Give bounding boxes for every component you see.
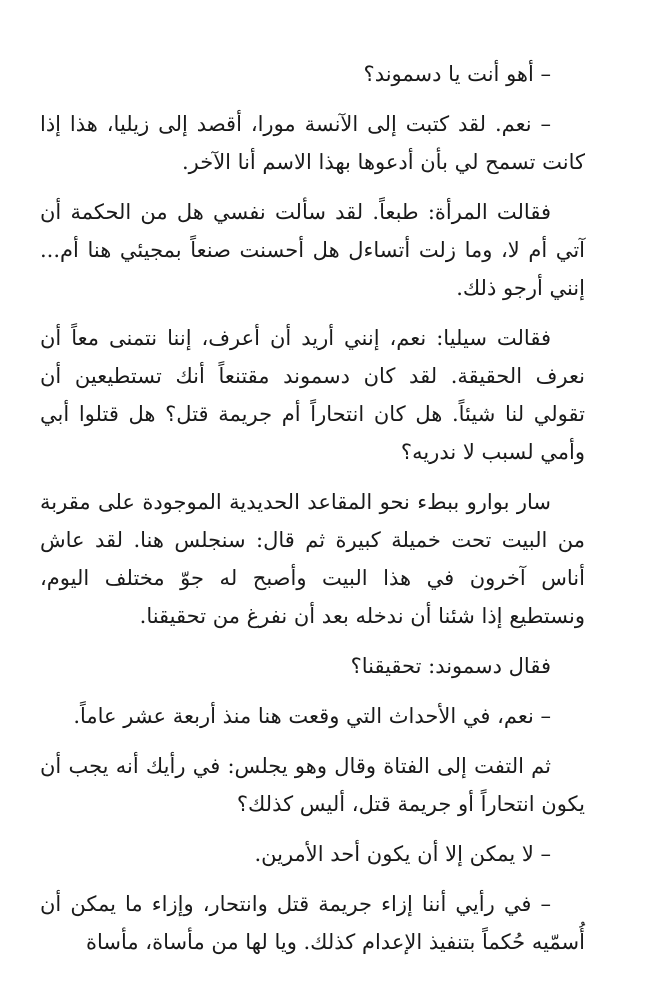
paragraph: – في رأيي أننا إزاء جريمة قتل وانتحار، وإزاء ما يمكن أن أُسمّيه حُكماً بتنفيذ الإعدام كذلك. ويا لها من مأساة، مأساة (40, 892, 585, 954)
paragraph: سار بوارو ببطء نحو المقاعد الحديدية الموجودة على مقربة من البيت تحت خميلة كبيرة ثم قال: سنجلس هنا. لقد عاش أناس آخرون في هذا البيت وأصبح له جوّ مختلف اليوم، ونستطيع إذا شئنا أن ندخله بعد أن نفرغ من تحقيقنا. (40, 490, 585, 628)
paragraph: – أهو أنت يا دسموند؟ (363, 62, 551, 86)
paragraph: – نعم، في الأحداث التي وقعت هنا منذ أربعة عشر عاماً. (73, 704, 551, 728)
paragraph: فقالت سيليا: نعم، إنني أريد أن أعرف، إننا نتمنى معاً أن نعرف الحقيقة. لقد كان دسموند مقتنعاً أنك تستطيعين أن تقولي لنا شيئاً. هل كان انتحاراً أم جريمة قتل؟ هل قتلوا أبي وأمي لسبب لا ندريه؟ (40, 326, 585, 464)
paragraph: فقال دسموند: تحقيقنا؟ (350, 654, 551, 678)
paragraph: فقالت المرأة: طبعاً. لقد سألت نفسي هل من الحكمة أن آتي أم لا، وما زلت أتساءل هل أحسنت صنعاً بمجيئي هنا أم... إنني أرجو ذلك. (40, 200, 585, 300)
paragraph: – لا يمكن إلا أن يكون أحد الأمرين. (254, 842, 551, 866)
paragraph: – نعم. لقد كتبت إلى الآنسة مورا، أقصد إلى زيليا، هذا إذا كانت تسمح لي بأن أدعوها بهذا الاسم أنا الآخر. (40, 112, 585, 174)
page-text (40, 55, 585, 973)
paragraph: ثم التفت إلى الفتاة وقال وهو يجلس: في رأيك أنه يجب أن يكون انتحاراً أو جريمة قتل، أليس كذلك؟ (40, 754, 585, 816)
